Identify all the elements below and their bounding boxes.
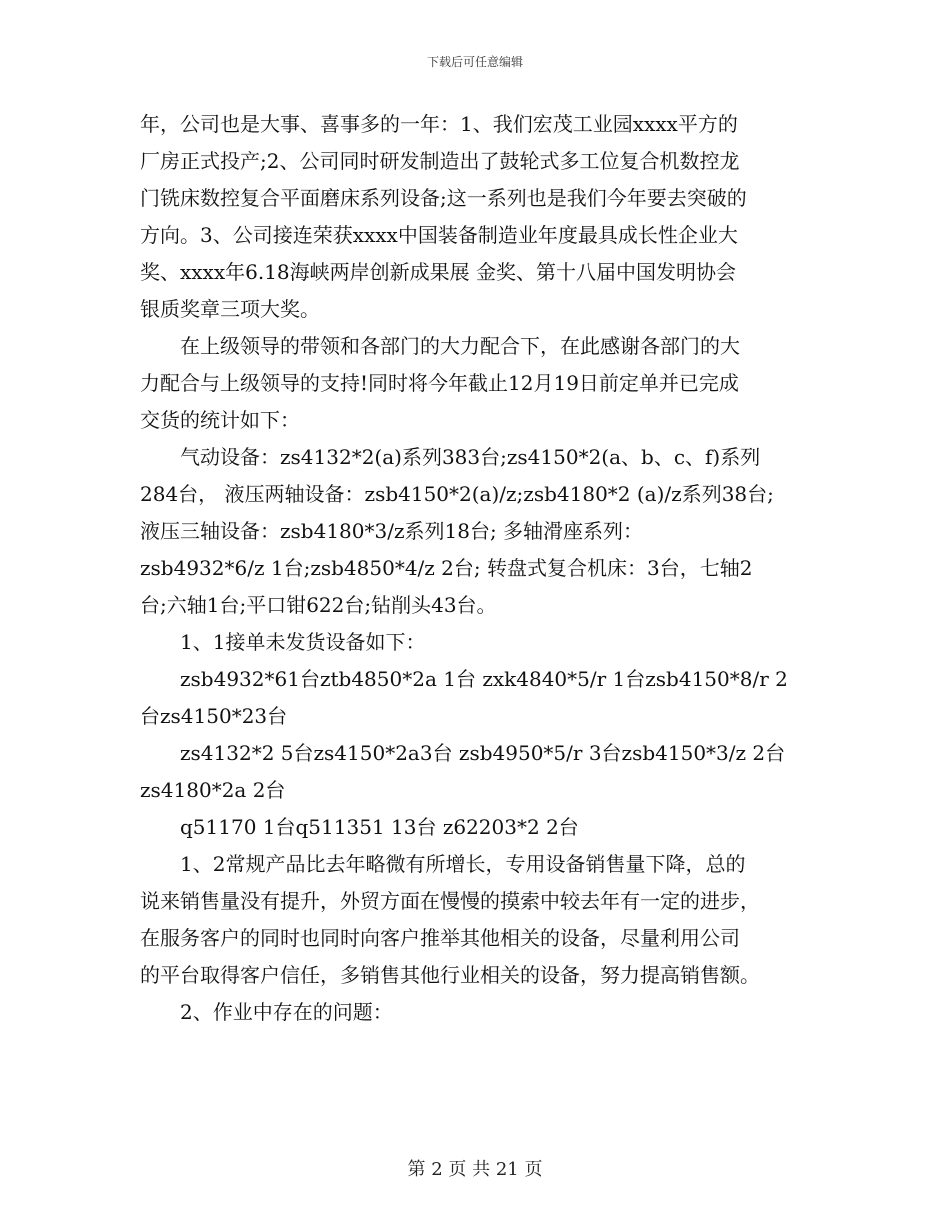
page-header-note: 下载后可任意编辑 [426, 55, 523, 69]
text-line: 台zs4150*23台 [140, 704, 288, 728]
text-line: zsb4932*61台ztb4850*2a 1台 zxk4840*5/r 1台zsb4150*8/r 2 [180, 667, 788, 691]
text-line: zs4132*2 5台zs4150*2a3台 zsb4950*5/r 3台zsb4150*3/z 2台 [180, 741, 786, 765]
text-line: 说来销售量没有提升，外贸方面在慢慢的摸索中较去年有一定的进步， [140, 889, 760, 913]
text-line: 1、1接单未发货设备如下： [180, 630, 426, 654]
text-line: 门铣床数控复合平面磨床系列设备;这一系列也是我们今年要去突破的 [140, 186, 747, 210]
text-line: 气动设备：zs4132*2(a)系列383台;zs4150*2(a、b、c、f)系列 [180, 445, 761, 469]
text-line: zs4180*2a 2台 [140, 778, 286, 802]
page-footer: 第 2 页 共 21 页 [407, 1159, 543, 1180]
text-line: 奖、xxxx年6.18海峡两岸创新成果展 金奖、第十八届中国发明协会 [140, 260, 737, 284]
text-line: 液压三轴设备：zsb4180*3/z系列18台; 多轴滑座系列： [140, 519, 644, 543]
text-line: zsb4932*6/z 1台;zsb4850*4/z 2台; 转盘式复合机床：3台，七轴2 [140, 556, 753, 580]
text-line: 年，公司也是大事、喜事多的一年：1、我们宏茂工业园xxxx平方的 [140, 112, 738, 136]
text-line: 2、作业中存在的问题： [180, 1000, 393, 1024]
text-line: 在上级领导的带领和各部门的大力配合下，在此感谢各部门的大 [180, 334, 740, 358]
text-line: 在服务客户的同时也同时向客户推举其他相关的设备，尽量利用公司 [140, 926, 740, 950]
text-line: 的平台取得客户信任，多销售其他行业相关的设备，努力提高销售额。 [140, 963, 760, 987]
text-line: 交货的统计如下： [140, 408, 300, 432]
text-line: 台;六轴1台;平口钳622台;钻削头43台。 [140, 593, 497, 617]
text-line: 银质奖章三项大奖。 [140, 297, 320, 321]
text-line: 厂房正式投产;2、公司同时研发制造出了鼓轮式多工位复合机数控龙 [140, 149, 740, 173]
text-line: q51170 1台q511351 13台 z62203*2 2台 [180, 815, 579, 839]
text-line: 力配合与上级领导的支持!同时将今年截止12月19日前定单并已完成 [140, 371, 739, 395]
text-line: 1、2常规产品比去年略微有所增长，专用设备销售量下降，总的 [180, 852, 746, 876]
text-line: 284台， 液压两轴设备：zsb4150*2(a)/z;zsb4180*2 (a)/z系列38台; [140, 482, 774, 506]
text-line: 方向。3、公司接连荣获xxxx中国装备制造业年度最具成长性企业大 [140, 223, 738, 247]
